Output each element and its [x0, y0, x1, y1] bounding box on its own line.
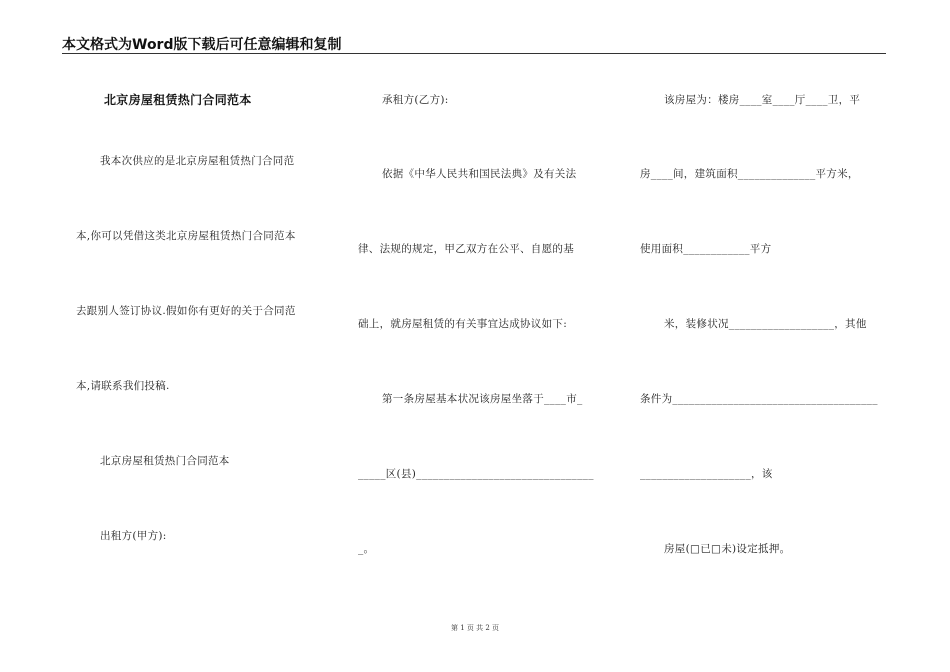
header-rule	[62, 53, 886, 54]
paragraph-line: 该房屋为：楼房____室____厅____卫，平	[664, 94, 861, 106]
paragraph-line: 依据《中华人民共和国民法典》及有关法	[382, 168, 577, 180]
paragraph-line: 去跟别人签订协议.假如你有更好的关于合同范	[76, 305, 296, 317]
mortgage-line: 房屋(□已□未)设定抵押。	[664, 543, 791, 555]
paragraph-line: 律、法规的规定，甲乙双方在公平、自愿的基	[358, 243, 574, 255]
section-heading: 北京房屋租赁热门合同范本	[100, 455, 230, 467]
paragraph-line: 米，装修状况___________________，其他	[664, 318, 867, 330]
article-one-line: 第一条房屋基本状况该房屋坐落于____市_	[382, 393, 583, 405]
paragraph-line: 我本次供应的是北京房屋租赁热门合同范	[100, 155, 295, 167]
paragraph-line: 本,请联系我们投稿.	[76, 380, 170, 392]
fill-in-line: 条件为_____________________________________	[640, 393, 878, 405]
page-number: 第 1 页 共 2 页	[450, 624, 500, 632]
fill-in-line: ____________________，该	[640, 468, 773, 480]
document-title: 北京房屋租赁热门合同范本	[104, 93, 252, 107]
document-banner: 本文格式为Word版下载后可任意编辑和复制	[62, 37, 342, 53]
paragraph-line: 本,你可以凭借这类北京房屋租赁热门合同范本	[76, 230, 296, 242]
fill-in-line: _。	[358, 543, 375, 555]
lessor-label: 出租方(甲方):	[100, 530, 167, 542]
paragraph-line: 房____间，建筑面积______________平方米，	[640, 168, 859, 180]
lessee-label: 承租方(乙方):	[382, 94, 449, 106]
fill-in-line: _____区(县)________________________________	[358, 468, 594, 480]
paragraph-line: 础上，就房屋租赁的有关事宜达成协议如下:	[358, 318, 568, 330]
paragraph-line: 使用面积____________平方	[640, 243, 772, 255]
